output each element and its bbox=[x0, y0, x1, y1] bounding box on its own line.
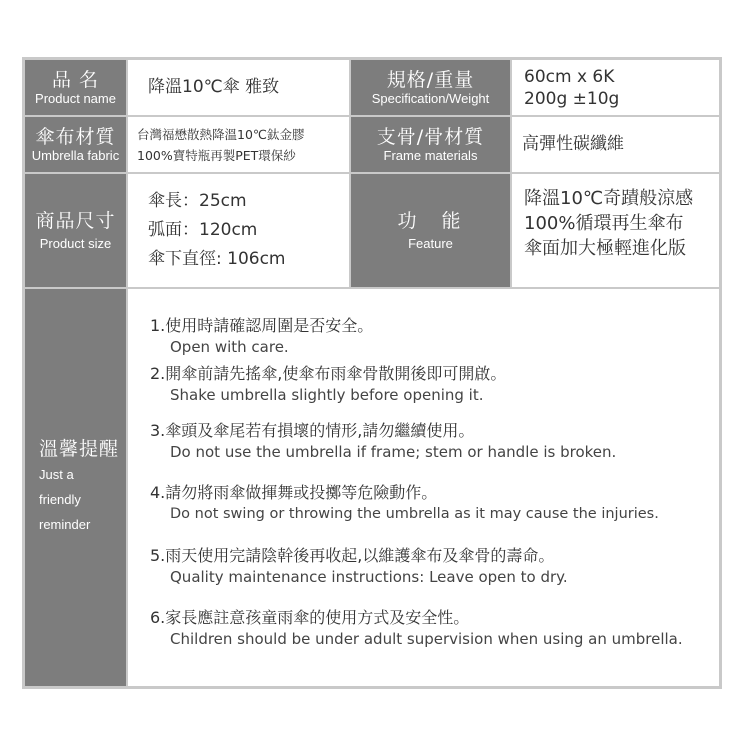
spec-weight-text: 200g ±10g bbox=[524, 88, 620, 109]
reminder-1-en: Open with care. bbox=[170, 338, 289, 356]
size-length: 傘長：25cm bbox=[148, 191, 247, 211]
label-feature-zh: 功 能 bbox=[397, 209, 464, 232]
reminder-item bbox=[150, 545, 568, 587]
product-name-text: 降溫10℃傘 雅致 bbox=[148, 77, 280, 97]
spec-size-text: 60cm x 6K bbox=[524, 66, 615, 87]
label-reminder-en-3: reminder bbox=[39, 517, 91, 532]
reminder-item bbox=[150, 315, 373, 357]
reminder-2-zh: 2.開傘前請先搖傘,使傘布雨傘骨散開後即可開啟。 bbox=[150, 364, 507, 383]
label-specification bbox=[351, 60, 510, 115]
reminder-3-zh: 3.傘頭及傘尾若有損壞的情形,請勿繼續使用。 bbox=[150, 421, 475, 440]
reminder-6-en: Children should be under adult supervision when using an umbrella. bbox=[170, 630, 683, 648]
value-product-size bbox=[128, 174, 349, 287]
spec-table bbox=[22, 57, 722, 689]
label-product-name-zh: 品 名 bbox=[51, 68, 100, 91]
value-umbrella-fabric bbox=[128, 117, 349, 172]
fabric-line-1: 台灣福懋散熱降溫10℃鈦金膠 bbox=[137, 126, 305, 142]
value-frame-materials bbox=[512, 117, 719, 172]
value-reminder bbox=[128, 289, 719, 686]
label-frame-en: Frame materials bbox=[383, 147, 478, 163]
reminder-5-zh: 5.雨天使用完請陰幹後再收起,以維護傘布及傘骨的壽命。 bbox=[150, 546, 555, 565]
label-size-en: Product size bbox=[39, 235, 112, 251]
label-reminder-en-1: Just a bbox=[39, 467, 74, 482]
label-fabric-en: Umbrella fabric bbox=[31, 147, 120, 163]
value-product-name bbox=[128, 60, 349, 115]
label-fabric-zh: 傘布材質 bbox=[35, 125, 116, 148]
reminder-item bbox=[150, 607, 683, 649]
label-product-name-en: Product name bbox=[35, 90, 116, 106]
label-frame-materials bbox=[351, 117, 510, 172]
frame-material-text: 高彈性碳纖維 bbox=[522, 134, 624, 154]
reminder-item bbox=[150, 420, 616, 462]
label-feature bbox=[351, 174, 510, 287]
reminder-2-en: Shake umbrella slightly before opening it. bbox=[170, 386, 484, 404]
label-reminder bbox=[25, 289, 126, 686]
fabric-line-2: 100%寶特瓶再製PET環保紗 bbox=[137, 147, 296, 163]
label-product-size bbox=[25, 174, 126, 287]
label-reminder-zh: 溫馨提醒 bbox=[39, 438, 120, 460]
value-feature bbox=[512, 174, 719, 287]
value-specification bbox=[512, 60, 719, 115]
size-diameter: 傘下直徑: 106cm bbox=[148, 249, 286, 269]
reminder-4-en: Do not swing or throwing the umbrella as it may cause the injuries. bbox=[170, 506, 659, 522]
reminder-item bbox=[150, 482, 659, 524]
label-specification-en: Specification/Weight bbox=[371, 90, 490, 106]
label-feature-en: Feature bbox=[408, 235, 453, 251]
reminder-4-zh: 4.請勿將雨傘做揮舞或投擲等危險動作。 bbox=[150, 483, 438, 502]
reminder-item bbox=[150, 363, 506, 405]
feature-line-2: 100%循環再生傘布 bbox=[524, 213, 684, 234]
reminder-5-en: Quality maintenance instructions: Leave open to dry. bbox=[170, 568, 568, 586]
size-arc: 弧面：120cm bbox=[148, 220, 258, 240]
label-frame-zh: 支骨/骨材質 bbox=[376, 125, 485, 148]
label-size-zh: 商品尺寸 bbox=[35, 209, 116, 232]
label-product-name bbox=[25, 60, 126, 115]
label-specification-zh: 規格/重量 bbox=[386, 68, 475, 91]
label-umbrella-fabric bbox=[25, 117, 126, 172]
label-reminder-en-2: friendly bbox=[39, 492, 81, 507]
feature-line-1: 降溫10℃奇蹟般涼感 bbox=[524, 188, 694, 209]
feature-line-3: 傘面加大極輕進化版 bbox=[524, 238, 686, 259]
reminder-6-zh: 6.家長應註意孩童雨傘的使用方式及安全性。 bbox=[150, 608, 470, 627]
reminder-1-zh: 1.使用時請確認周圍是否安全。 bbox=[150, 316, 374, 335]
reminder-3-en: Do not use the umbrella if frame; stem or handle is broken. bbox=[170, 443, 617, 461]
